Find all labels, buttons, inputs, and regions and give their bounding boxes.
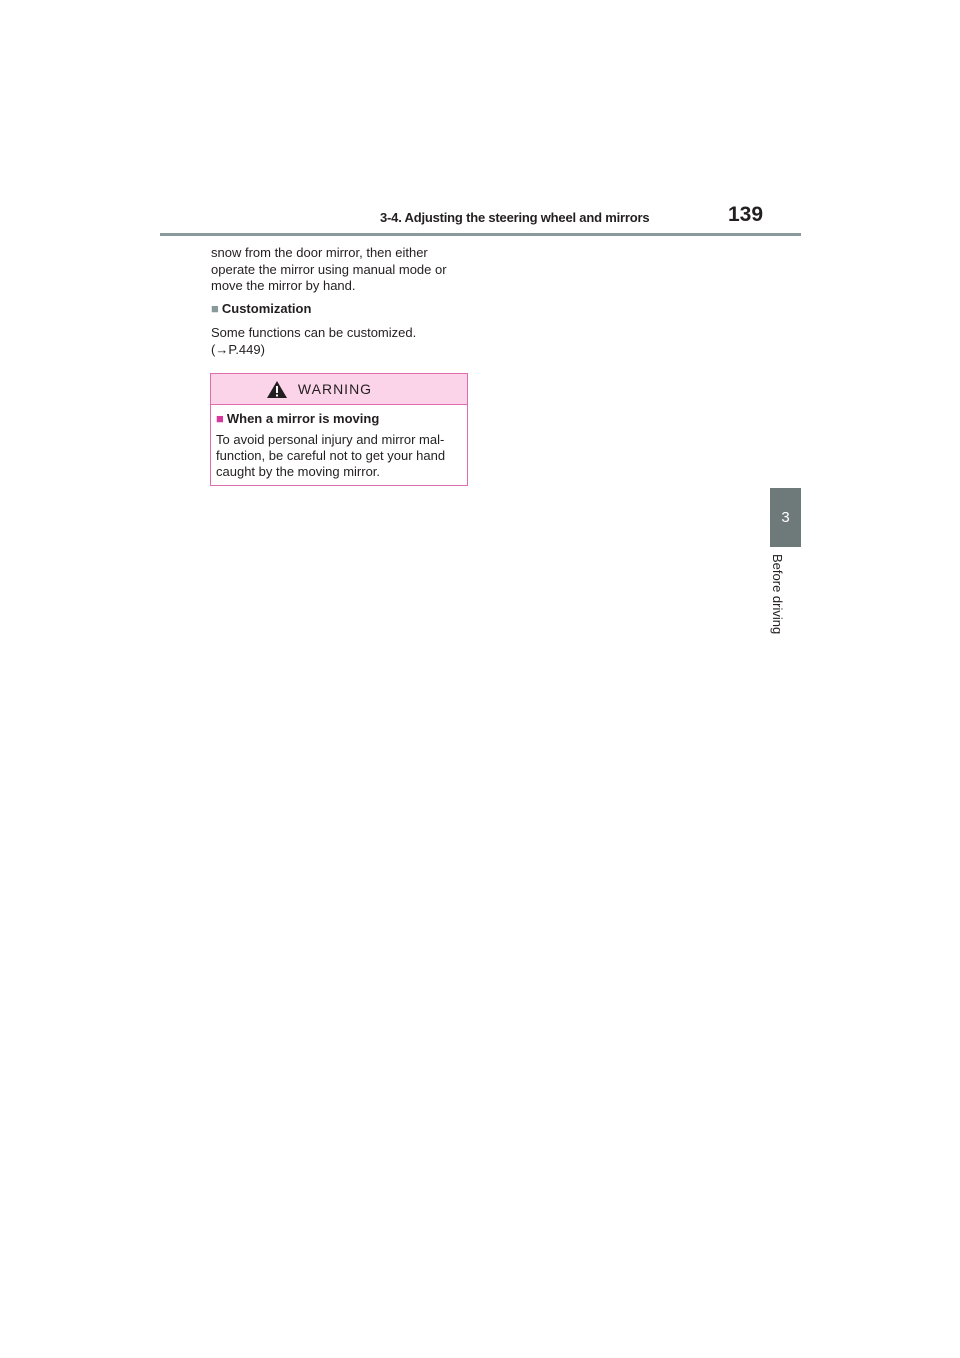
warning-subheading-text: When a mirror is moving: [226, 411, 380, 426]
square-bullet-icon: ■: [211, 301, 219, 316]
header-divider: [160, 233, 801, 236]
warning-text: To avoid personal injury and mirror mal-function, be careful not to get your hand caught by the moving mirror.: [216, 432, 446, 479]
warning-title: WARNING: [297, 381, 373, 397]
warning-triangle-icon: [266, 380, 288, 399]
square-bullet-icon: ■: [216, 411, 224, 426]
page-header-title: 3-4. Adjusting the steering wheel and mirrors: [380, 210, 650, 225]
body-paragraph-customization: Some functions can be customized. (→P.449): [211, 325, 417, 357]
subheading-customization: [211, 301, 311, 316]
section-side-label: Before driving: [770, 554, 785, 635]
warning-header: [211, 374, 467, 405]
warning-subheading: [216, 411, 379, 426]
body-paragraph: snow from the door mirror, then either operate the mirror using manual mode or move the mirror by hand.: [211, 245, 447, 293]
subheading-text: Customization: [221, 301, 312, 316]
page-number: 139: [728, 203, 764, 226]
chapter-tab: [770, 488, 801, 547]
warning-box: [210, 373, 468, 486]
chapter-number: 3: [781, 509, 790, 526]
